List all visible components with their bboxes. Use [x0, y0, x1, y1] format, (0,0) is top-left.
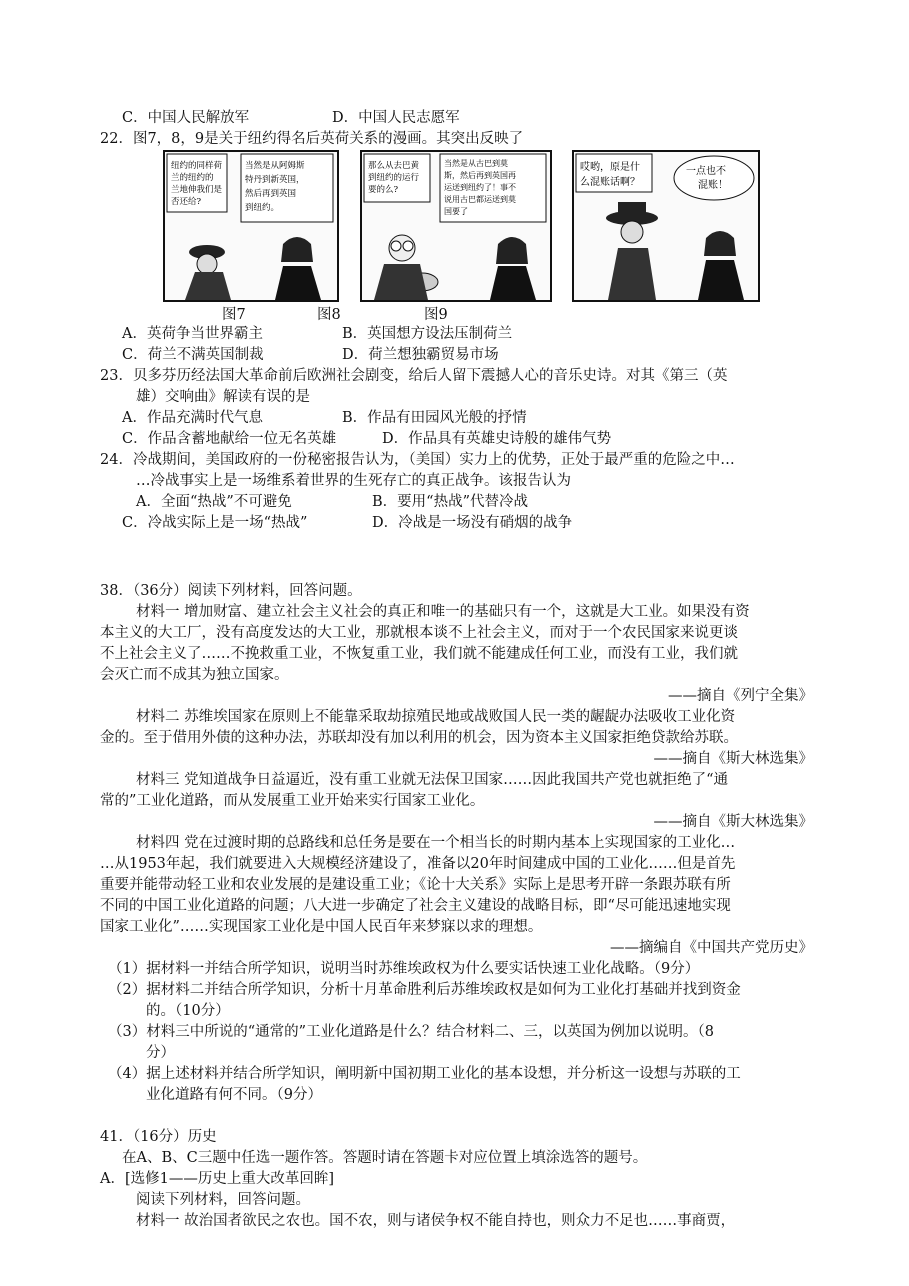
- q38-material-4-line-2: …从1953年起，我们就要进入大规模经济建设了，准备以20年时间建成中国的工业化……但是首先: [100, 856, 736, 872]
- q22-option-d: D．荷兰想独霸贸易市场: [342, 347, 499, 363]
- q38-material-4-line-5: 国家工业化”……实现国家工业化是中国人民百年来梦寐以求的理想。: [100, 919, 543, 935]
- cartoon-figure-8: [360, 150, 552, 302]
- q22-stem: 22．图7，8，9是关于纽约得名后英荷关系的漫画。其突出反映了: [100, 131, 524, 147]
- q21-option-c: C．中国人民解放军: [122, 110, 250, 126]
- q38-material-1-source: ——摘自《列宁全集》: [668, 688, 813, 704]
- q41-material-1: 材料一 故治国者欲民之农也。国不农，则与诸侯争权不能自持也，则众力不足也……事商贾，: [136, 1213, 736, 1229]
- q24-stem-line-2: …冷战事实上是一场维系着世界的生死存亡的真正战争。该报告认为: [136, 473, 571, 489]
- c8-right-line-5: 国要了: [444, 207, 468, 216]
- caption-figure-9: 图9: [424, 307, 448, 323]
- q38-material-1-line-1: 材料一 增加财富、建立社会主义社会的真正和唯一的基础只有一个，这就是大工业。如果没有资: [136, 604, 750, 620]
- q23-option-d: D．作品具有英雄史诗般的雄伟气势: [382, 431, 612, 447]
- q23-stem-line-2: 雄）交响曲》解读有误的是: [136, 389, 310, 405]
- q38-material-2-line-2: 金的。至于借用外债的这种办法，苏联却没有加以利用的机会，因为资本主义国家拒绝贷款给苏联。: [100, 730, 738, 746]
- q22-option-b: B．英国想方设法压制荷兰: [342, 326, 513, 342]
- q38-material-1-line-3: 不上社会主义了……不挽救重工业，不恢复重工业，我们就不能建成任何工业，而没有工业，我们就: [100, 646, 738, 662]
- q38-material-3-line-2: 常的”工业化道路，而从发展重工业开始来实行国家工业化。: [100, 793, 485, 809]
- c7-left-line-4: 否还给?: [171, 197, 202, 207]
- q21-option-d: D．中国人民志愿军: [332, 110, 460, 126]
- c7-left-line-2: 兰的纽约的: [171, 173, 214, 183]
- c8-right-line-1: 当然是从古巴到莫: [444, 159, 508, 168]
- q38-subquestion-2-line-2: 的。（10分）: [146, 1003, 230, 1019]
- q41-section-a: A．[选修1——历史上重大改革回眸]: [100, 1171, 335, 1187]
- c8-left-line-3: 要的么?: [368, 185, 399, 195]
- q23-option-a: A．作品充满时代气息: [122, 410, 263, 426]
- q38-material-1-line-2: 本主义的大工厂，没有高度发达的大工业，那就根本谈不上社会主义，而对于一个农民国家来说更谈: [100, 625, 738, 641]
- q38-subquestion-4-line-1: （4）据上述材料并结合所学知识，阐明新中国初期工业化的基本设想，并分析这一设想与苏联的工: [108, 1066, 741, 1082]
- c7-left-line-1: 纽约的同样荷: [171, 161, 223, 171]
- caption-figure-8: 图8: [317, 307, 341, 323]
- q38-subquestion-2-line-1: （2）据材料二并结合所学知识，分析十月革命胜利后苏维埃政权是如何为工业化打基础并找到资金: [108, 982, 741, 998]
- q38-material-3-source: ——摘自《斯大林选集》: [653, 814, 813, 830]
- q41-instruction: 在A、B、C三题中任选一题作答。答题时请在答题卡对应位置上填涂选答的题号。: [122, 1150, 648, 1166]
- q23-option-c: C．作品含蓄地献给一位无名英雄: [122, 431, 337, 447]
- q22-option-c: C．荷兰不满英国制裁: [122, 347, 264, 363]
- q38-material-4-line-3: 重要并能带动轻工业和农业发展的是建设重工业；《论十大关系》实际上是思考开辟一条跟苏联有所: [100, 877, 731, 893]
- c9-right-line-2: 混账！: [698, 180, 728, 191]
- c7-right-line-3: 然后再到英国: [245, 189, 297, 199]
- q38-material-4-line-1: 材料四 党在过渡时期的总路线和总任务是要在一个相当长的时期内基本上实现国家的工业化…: [136, 835, 736, 851]
- q24-option-c: C．冷战实际上是一场“热战”: [122, 515, 308, 531]
- q41-read-instruction: 阅读下列材料，回答问题。: [136, 1192, 310, 1208]
- q38-material-3-line-1: 材料三 党知道战争日益逼近，没有重工业就无法保卫国家……因此我国共产党也就拒绝了“通: [136, 772, 729, 788]
- c8-right-line-4: 说用古巴都运送到莫: [444, 195, 516, 204]
- q38-material-1-line-4: 会灭亡而不成其为独立国家。: [100, 667, 289, 683]
- c7-left-line-3: 兰地伸我们是: [171, 185, 223, 195]
- c7-right-line-4: 到纽约。: [245, 203, 280, 213]
- c9-left-line-2: 么混账话啊？: [580, 177, 640, 188]
- q38-subquestion-1: （1）据材料一并结合所学知识，说明当时苏维埃政权为什么要实话快速工业化战略。（9分）: [108, 961, 700, 977]
- cartoon-7-drawing: [165, 152, 337, 300]
- c9-right-line-1: 一点也不: [686, 166, 726, 177]
- caption-figure-7: 图7: [222, 307, 246, 323]
- c8-left-line-2: 到纽约的运行: [368, 173, 420, 183]
- c7-right-line-2: 特丹到新英国，: [245, 175, 305, 185]
- q38-material-4-line-4: 不同的中国工业化道路的问题；八大进一步确定了社会主义建设的战略目标，即“尽可能迅速地实现: [100, 898, 731, 914]
- q38-subquestion-3-line-1: （3）材料三中所说的“通常的”工业化道路是什么？结合材料二、三，以英国为例加以说明。（8: [108, 1024, 715, 1040]
- q24-option-d: D．冷战是一场没有硝烟的战争: [372, 515, 573, 531]
- q23-stem-line-1: 23．贝多芬历经法国大革命前后欧洲社会剧变，给后人留下震撼人心的音乐史诗。对其《第三（英: [100, 368, 728, 384]
- q22-option-a: A．英荷争当世界霸主: [122, 326, 263, 342]
- q41-heading: 41．（16分）历史: [100, 1129, 217, 1145]
- q38-heading: 38．（36分）阅读下列材料，回答问题。: [100, 583, 362, 599]
- q38-material-2-source: ——摘自《斯大林选集》: [653, 751, 813, 767]
- q23-option-b: B．作品有田园风光般的抒情: [342, 410, 527, 426]
- c9-left-line-1: 哎哟，原是什: [580, 162, 640, 173]
- q24-option-a: A．全面“热战”不可避免: [136, 494, 292, 510]
- c8-right-line-2: 斯，然后再到英国再: [444, 171, 516, 180]
- cartoon-figure-7: [163, 150, 339, 302]
- q38-subquestion-3-line-2: 分）: [146, 1045, 175, 1061]
- cartoon-8-drawing: [362, 152, 550, 300]
- c7-right-line-1: 当然是从阿姆斯: [245, 161, 305, 171]
- c8-left-line-1: 那么从去巴黄: [368, 161, 420, 171]
- cartoon-9-drawing: [574, 152, 758, 300]
- q38-subquestion-4-line-2: 业化道路有何不同。（9分）: [146, 1087, 322, 1103]
- q24-stem-line-1: 24．冷战期间，美国政府的一份秘密报告认为，（美国）实力上的优势，正处于最严重的危险之中…: [100, 452, 735, 468]
- q38-material-2-line-1: 材料二 苏维埃国家在原则上不能靠采取劫掠殖民地或战败国人民一类的龌龊办法吸收工业化资: [136, 709, 736, 725]
- q24-option-b: B．要用“热战”代替冷战: [372, 494, 528, 510]
- q38-material-4-source: ——摘编自《中国共产党历史》: [610, 940, 813, 956]
- c8-right-line-3: 运送到纽约了！事不: [444, 183, 516, 192]
- cartoon-figure-9: [572, 150, 760, 302]
